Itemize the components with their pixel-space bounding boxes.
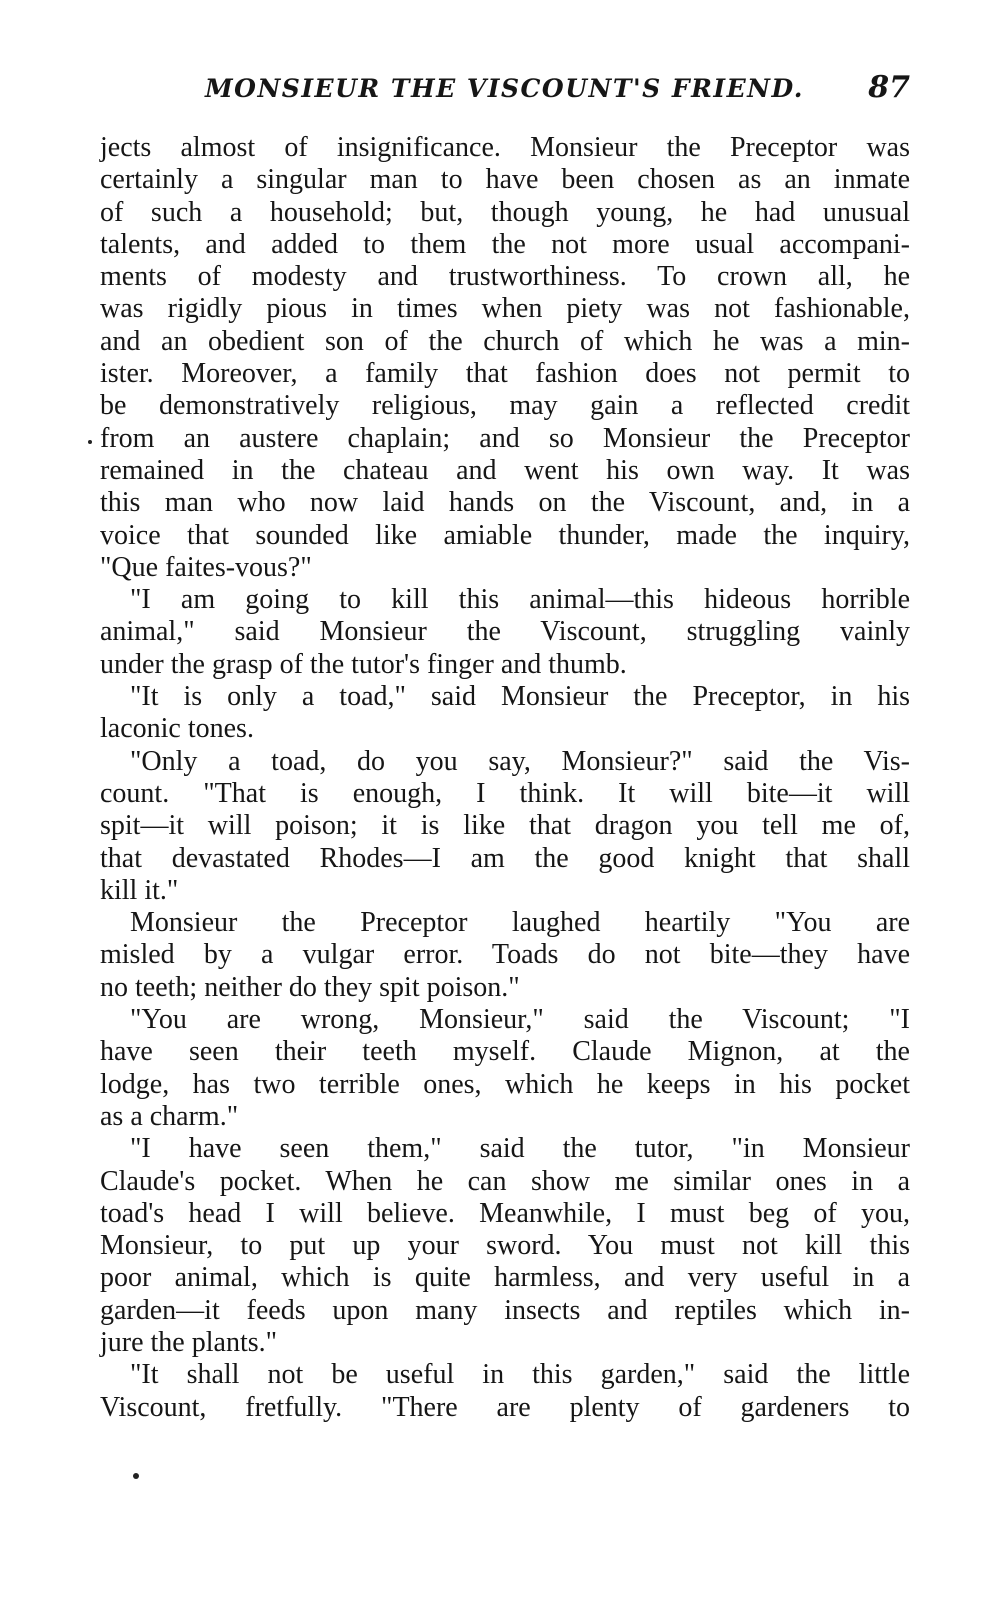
text-line: that devastated Rhodes—I am the good knight that shall — [100, 842, 910, 874]
text-line: no teeth; neither do they spit poison." — [100, 971, 520, 1003]
running-title: MONSIEUR THE VISCOUNT'S FRIEND. — [205, 74, 804, 103]
text-line: kill it." — [100, 874, 179, 906]
text-line: under the grasp of the tutor's finger and thumb. — [100, 648, 627, 680]
text-line: be demonstratively religious, may gain a reflected credit — [100, 390, 910, 422]
body-text — [100, 132, 910, 1424]
text-line: and an obedient son of the church of which he was a min- — [100, 325, 910, 357]
text-line: "Only a toad, do you say, Monsieur?" said the Vis- — [130, 745, 910, 777]
text-line: poor animal, which is quite harmless, and very useful in a — [100, 1262, 910, 1294]
text-line: toad's head I will believe. Meanwhile, I must beg of you, — [100, 1197, 910, 1229]
text-line: of such a household; but, though young, he had unusual — [100, 196, 910, 228]
page-header — [100, 70, 910, 110]
ink-speck — [88, 440, 92, 444]
text-line: misled by a vulgar error. Toads do not bite—they have — [100, 939, 910, 971]
text-line: remained in the chateau and went his own way. It was — [100, 454, 910, 486]
ink-speck — [133, 1473, 139, 1479]
text-line: voice that sounded like amiable thunder, made the inquiry, — [100, 519, 910, 551]
text-line: this man who now laid hands on the Viscount, and, in a — [100, 487, 910, 519]
text-line: jects almost of insignificance. Monsieur the Preceptor was — [100, 132, 910, 163]
text-line: certainly a singular man to have been chosen as an inmate — [100, 164, 910, 196]
text-line: Monsieur, to put up your sword. You must not kill this — [100, 1230, 910, 1262]
text-line: animal," said Monsieur the Viscount, struggling vainly — [100, 616, 910, 648]
text-line: count. "That is enough, I think. It will bite—it will — [100, 777, 910, 809]
text-line: "It shall not be useful in this garden," said the little — [130, 1359, 910, 1391]
text-line: talents, and added to them the not more usual accompani- — [100, 228, 910, 260]
text-line: Viscount, fretfully. "There are plenty of gardeners to — [100, 1391, 910, 1423]
text-line: have seen their teeth myself. Claude Mignon, at the — [100, 1036, 910, 1068]
text-line: "It is only a toad," said Monsieur the Preceptor, in his — [130, 681, 910, 713]
text-line: "I have seen them," said the tutor, "in Monsieur — [130, 1133, 910, 1165]
text-line: jure the plants." — [100, 1326, 278, 1358]
text-line: ments of modesty and trustworthiness. To crown all, he — [100, 261, 910, 293]
text-line: Claude's pocket. When he can show me similar ones in a — [100, 1165, 910, 1197]
text-line: as a charm." — [100, 1100, 239, 1132]
text-line: "You are wrong, Monsieur," said the Viscount; "I — [130, 1004, 910, 1036]
page-number: 87 — [868, 70, 910, 105]
text-line: ister. Moreover, a family that fashion does not permit to — [100, 358, 910, 390]
text-line: garden—it feeds upon many insects and reptiles which in- — [100, 1294, 910, 1326]
text-line: "Que faites-vous?" — [100, 551, 312, 583]
text-line: was rigidly pious in times when piety was not fashionable, — [100, 293, 910, 325]
text-line: lodge, has two terrible ones, which he keeps in his pocket — [100, 1068, 910, 1100]
text-line: from an austere chaplain; and so Monsieur the Preceptor — [100, 422, 910, 454]
text-line: "I am going to kill this animal—this hideous horrible — [130, 584, 910, 616]
text-line: Monsieur the Preceptor laughed heartily "You are — [130, 907, 910, 939]
text-line: laconic tones. — [100, 713, 254, 745]
text-line: spit—it will poison; it is like that dragon you tell me of, — [100, 810, 910, 842]
